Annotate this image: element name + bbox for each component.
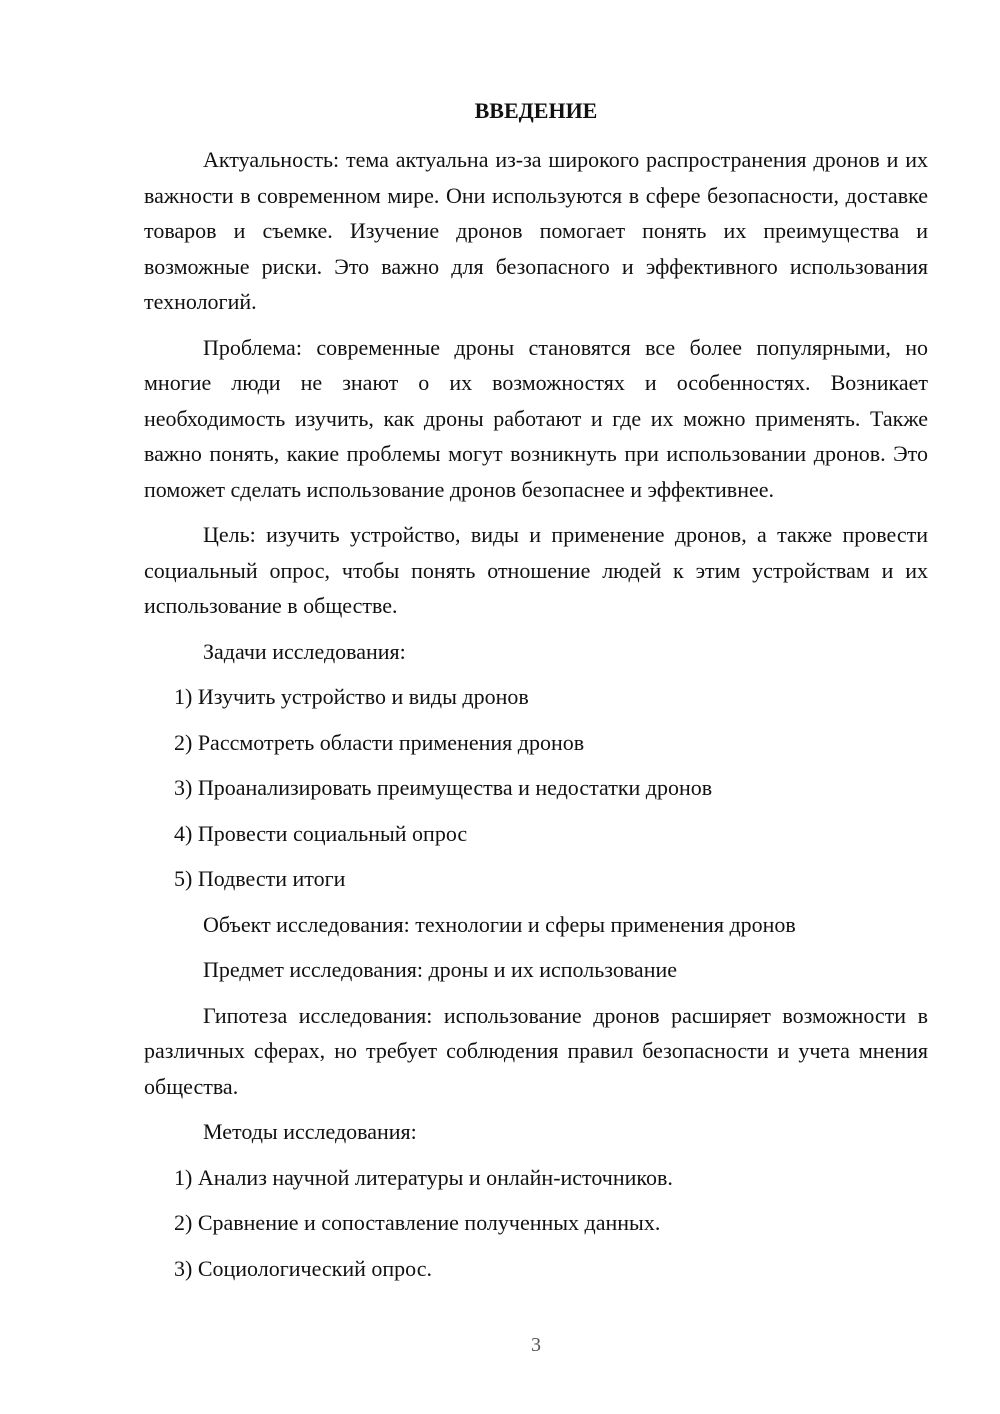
list-item: 2) Сравнение и сопоставление полученных данных. <box>174 1210 661 1235</box>
page-number: 3 <box>531 1334 541 1356</box>
methods-heading: Методы исследования: <box>203 1119 417 1144</box>
tasks-list <box>144 679 928 897</box>
page-title: ВВЕДЕНИЕ <box>474 98 598 123</box>
relevance-paragraph: Актуальность: тема актуальна из-за широкого распространения дронов и их важности в современном мире. Они используются в сфере безопасности, доставке товаров и съемке. Изучение дронов помогает понять их преимущества и возможные риски. Это важно для безопасного и эффективного использования технологий. <box>144 147 928 314</box>
list-item: 2) Рассмотреть области применения дронов <box>174 729 585 755</box>
list-item: 1) Анализ научной литературы и онлайн-источников. <box>174 1164 673 1190</box>
list-item: 4) Провести социальный опрос <box>174 820 468 846</box>
methods-list <box>144 1160 928 1287</box>
list-item: 3) Проанализировать преимущества и недостатки дронов <box>174 775 713 800</box>
object-paragraph: Объект исследования: технологии и сферы применения дронов <box>203 911 796 937</box>
hypothesis-paragraph: Гипотеза исследования: использование дронов расширяет возможности в различных сферах, но требует соблюдения правил безопасности и учета мнения общества. <box>144 1002 928 1099</box>
subject-paragraph: Предмет исследования: дроны и их использование <box>203 957 678 982</box>
document-body <box>144 142 928 1296</box>
tasks-heading: Задачи исследования: <box>203 638 406 664</box>
list-item: 3) Социологический опрос. <box>174 1255 432 1281</box>
list-item: 1) Изучить устройство и виды дронов <box>174 684 529 709</box>
problem-paragraph: Проблема: современные дроны становятся все более популярными, но многие люди не знают о их возможностях и особенностях. Возникает необходимость изучить, как дроны работают и где их можно применять. Также важно понять, какие проблемы могут возникнуть при использовании дронов. Это поможет сделать использование дронов безопаснее и эффективнее. <box>144 334 928 502</box>
list-item: 5) Подвести итоги <box>174 866 346 891</box>
goal-paragraph: Цель: изучить устройство, виды и применение дронов, а также провести социальный опрос, чтобы понять отношение людей к этим устройствам и их использование в обществе. <box>144 522 928 618</box>
